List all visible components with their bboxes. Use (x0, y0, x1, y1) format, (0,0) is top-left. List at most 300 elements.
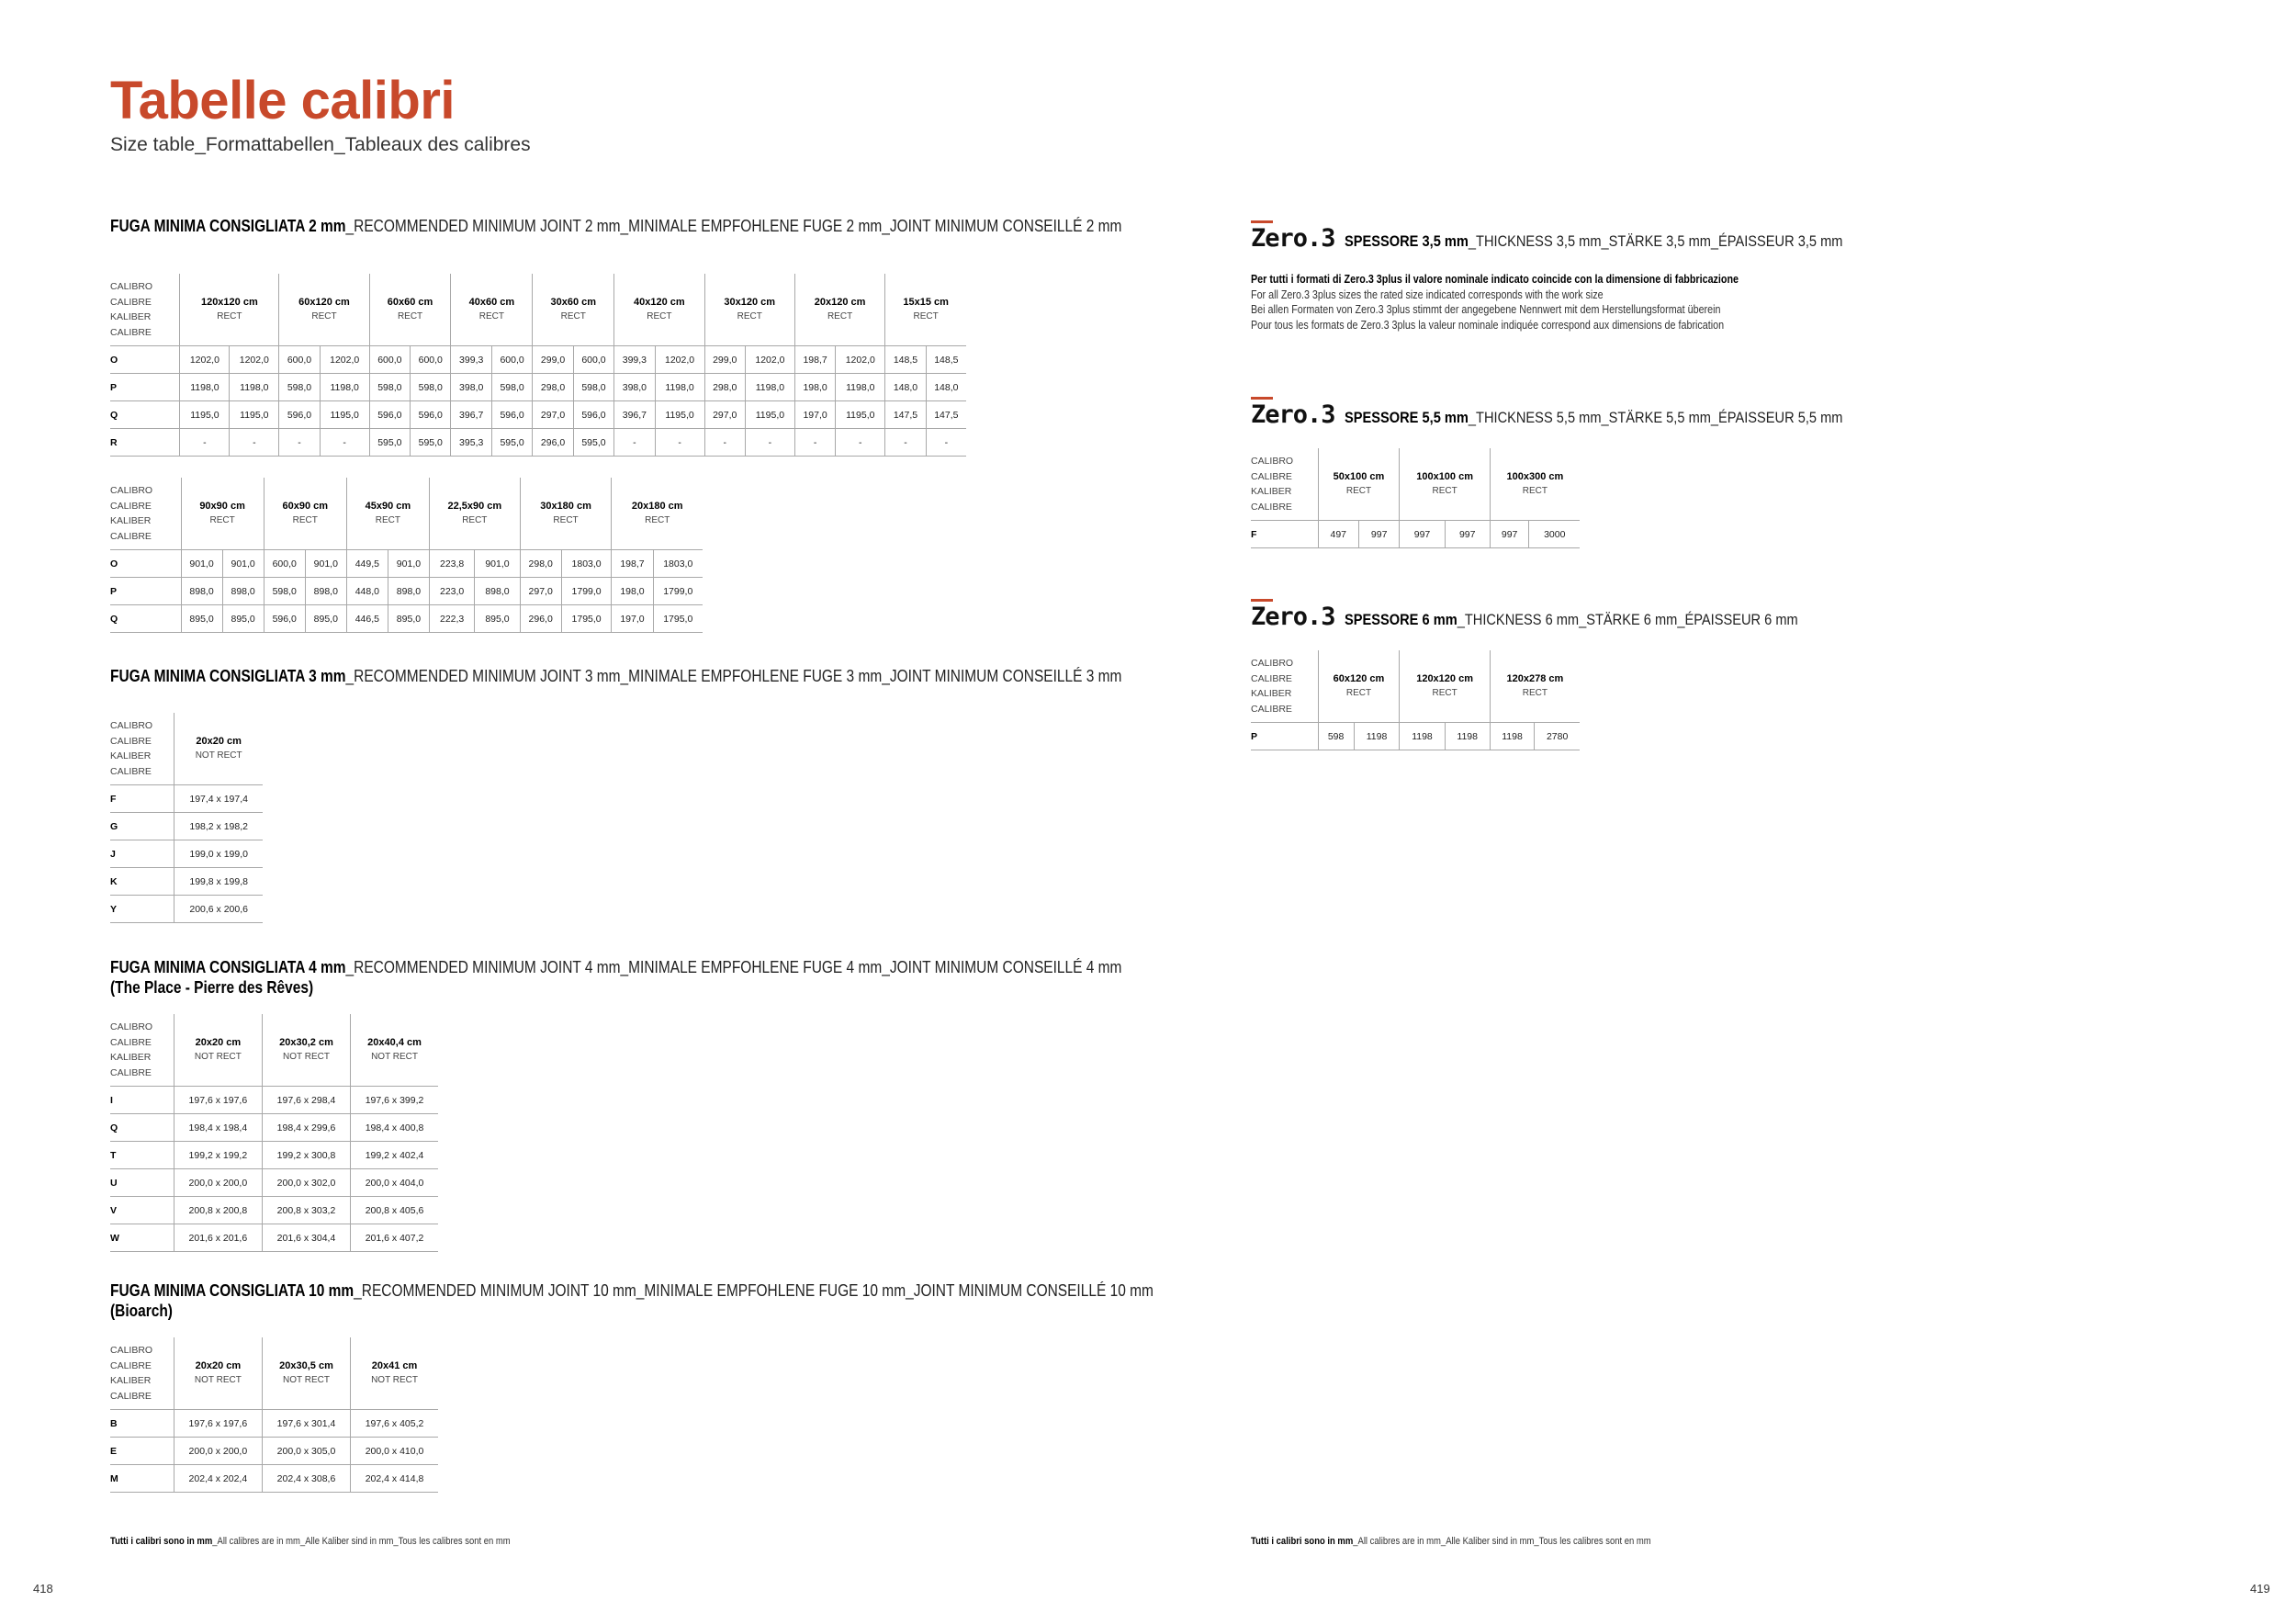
table-cell: 898,0 (305, 578, 346, 605)
table-cell: 200,8 x 200,8 (174, 1197, 262, 1224)
table-cell: 198,0 (612, 578, 653, 605)
table-row (110, 1114, 438, 1142)
table-cell: 223,8 (429, 550, 474, 578)
row-label: Q (110, 605, 181, 633)
table-cell: 1803,0 (561, 550, 612, 578)
table-cell: 596,0 (279, 401, 320, 429)
table-cell: 901,0 (388, 550, 429, 578)
table-cell: 598,0 (491, 374, 532, 401)
table-cell: 197,6 x 405,2 (351, 1410, 438, 1438)
calibre-heading-line: CALIBRE (110, 735, 152, 747)
table-cell: 596,0 (491, 401, 532, 429)
table-cell: 200,6 x 200,6 (174, 896, 263, 923)
table-cell: 223,0 (429, 578, 474, 605)
rect-label: RECT (397, 311, 423, 321)
size-header (533, 274, 614, 346)
table-cell: 199,8 x 199,8 (174, 868, 263, 896)
calibre-table-2mm-b (110, 478, 703, 633)
table-cell: 449,5 (346, 550, 388, 578)
table-cell: 595,0 (573, 429, 613, 457)
table-cell: 297,0 (533, 401, 573, 429)
table-header-row (110, 1337, 438, 1410)
table-cell: 898,0 (475, 578, 520, 605)
size-label: 20x20 cm (195, 1360, 242, 1371)
rect-label: NOT RECT (195, 750, 242, 761)
table-cell: 398,0 (451, 374, 491, 401)
table-cell: 895,0 (181, 605, 222, 633)
table-cell: - (745, 429, 794, 457)
size-label: 22,5x90 cm (447, 501, 502, 512)
size-label: 40x60 cm (468, 297, 515, 308)
table-cell: 1198,0 (180, 374, 230, 401)
table-cell: 595,0 (411, 429, 451, 457)
table-cell: 197,6 x 197,6 (174, 1410, 262, 1438)
row-label: W (110, 1224, 174, 1252)
size-header (346, 478, 429, 550)
table-cell: 197,6 x 197,6 (174, 1087, 262, 1114)
size-header (1318, 650, 1400, 723)
calibre-heading-line: CALIBRE (110, 1066, 152, 1078)
rect-label: NOT RECT (283, 1375, 330, 1385)
calibre-heading (110, 1337, 174, 1410)
table-cell: 1195,0 (745, 401, 794, 429)
calibre-heading-line: CALIBRE (110, 500, 152, 512)
table-cell: 598,0 (279, 374, 320, 401)
table-cell: 197,0 (794, 401, 835, 429)
table-cell: 598 (1318, 723, 1354, 750)
table-cell: 299,0 (533, 346, 573, 374)
table-cell: 1198 (1354, 723, 1400, 750)
table-cell: 598,0 (573, 374, 613, 401)
table-cell: 199,0 x 199,0 (174, 840, 263, 868)
table-cell: 147,5 (926, 401, 966, 429)
table-cell: 598,0 (411, 374, 451, 401)
rect-label: RECT (292, 515, 318, 525)
calibre-heading-line: KALIBER (110, 1052, 152, 1063)
table-row (110, 813, 263, 840)
calibre-table-2mm-a (110, 274, 966, 457)
table-cell: 1799,0 (653, 578, 703, 605)
size-label: 30x180 cm (540, 501, 591, 512)
table-header-row (110, 1014, 438, 1087)
table-cell: 598,0 (369, 374, 410, 401)
size-label: 60x90 cm (282, 501, 329, 512)
rect-label: RECT (737, 311, 762, 321)
table-cell: 197,6 x 298,4 (262, 1087, 350, 1114)
footer-note-right: Tutti i calibri sono in mm_All calibres are in mm_Alle Kaliber sind in mm_Tous les calibres sont en mm (1251, 1536, 1651, 1547)
table-row (110, 401, 966, 429)
table-row (110, 840, 263, 868)
table-cell: 201,6 x 407,2 (351, 1224, 438, 1252)
calibre-heading (1251, 448, 1318, 521)
size-header (451, 274, 533, 346)
table-cell: 1202,0 (745, 346, 794, 374)
table-cell: 895,0 (475, 605, 520, 633)
rect-label: RECT (647, 311, 672, 321)
table-cell: 198,0 (794, 374, 835, 401)
zero3-logo: Zero.3 (1251, 603, 1335, 631)
table-cell: 1202,0 (180, 346, 230, 374)
calibre-heading (110, 1014, 174, 1087)
calibre-heading-line: CALIBRO (110, 281, 153, 292)
table-cell: 197,4 x 197,4 (174, 785, 263, 813)
table-cell: 595,0 (491, 429, 532, 457)
table-cell: 298,0 (704, 374, 745, 401)
size-header (1318, 448, 1400, 521)
calibre-heading-line: CALIBRO (110, 1345, 153, 1356)
section-heading-10mm: FUGA MINIMA CONSIGLIATA 10 mm_RECOMMENDED MINIMUM JOINT 10 mm_MINIMALE EMPFOHLENE FUGE 10 mm_JOINT MINIMUM CONSEILLÉ 10 mm (Bioarch) (110, 1281, 1154, 1320)
size-label: 30x60 cm (550, 297, 597, 308)
table-cell: 200,8 x 303,2 (262, 1197, 350, 1224)
table-cell: 598,0 (264, 578, 305, 605)
row-label: P (110, 374, 180, 401)
size-label: 20x40,4 cm (367, 1037, 422, 1048)
rect-label: RECT (1432, 688, 1458, 698)
table-cell: 997 (1445, 521, 1490, 548)
rect-label: RECT (1432, 486, 1458, 496)
calibre-heading-line: CALIBRE (110, 765, 152, 777)
size-label: 15x15 cm (903, 297, 949, 308)
size-header (704, 274, 794, 346)
calibre-heading (110, 274, 180, 346)
table-cell: - (320, 429, 369, 457)
table-cell: 596,0 (264, 605, 305, 633)
table-cell: 198,7 (612, 550, 653, 578)
table-cell: 1198,0 (655, 374, 704, 401)
row-label: O (110, 550, 181, 578)
table-cell: 901,0 (222, 550, 264, 578)
row-label: B (110, 1410, 174, 1438)
table-cell: 1198,0 (836, 374, 885, 401)
size-header (262, 1337, 350, 1410)
calibre-heading-line: CALIBRE (1251, 703, 1292, 715)
calibre-heading-line: KALIBER (110, 515, 152, 526)
table-cell: - (926, 429, 966, 457)
table-cell: 297,0 (704, 401, 745, 429)
section-heading-3mm: FUGA MINIMA CONSIGLIATA 3 mm_RECOMMENDED MINIMUM JOINT 3 mm_MINIMALE EMPFOHLENE FUGE 3 mm_JOINT MINIMUM CONSEILLÉ 3 mm (110, 667, 1122, 685)
size-header (369, 274, 451, 346)
table-cell: 202,4 x 414,8 (351, 1465, 438, 1493)
row-label: M (110, 1465, 174, 1493)
row-label: Q (110, 401, 180, 429)
calibre-heading (1251, 650, 1318, 723)
size-label: 20x30,2 cm (279, 1037, 333, 1048)
calibre-heading-line: CALIBRE (1251, 672, 1292, 684)
table-cell: 200,0 x 200,0 (174, 1438, 262, 1465)
rect-label: RECT (1345, 688, 1372, 698)
size-label: 60x120 cm (298, 297, 350, 308)
table-row (110, 1465, 438, 1493)
calibre-table-zero3-5-5mm (1251, 448, 1580, 548)
table-cell: 1799,0 (561, 578, 612, 605)
rect-label: NOT RECT (371, 1375, 418, 1385)
table-cell: 1795,0 (653, 605, 703, 633)
size-header (262, 1014, 350, 1087)
table-cell: 296,0 (533, 429, 573, 457)
size-header (885, 274, 966, 346)
table-cell: 895,0 (222, 605, 264, 633)
size-header (351, 1337, 438, 1410)
table-row (110, 346, 966, 374)
calibre-heading-line: CALIBRO (110, 485, 153, 496)
table-cell: 396,7 (451, 401, 491, 429)
row-label: F (110, 785, 174, 813)
page-number-left: 418 (33, 1582, 53, 1596)
table-cell: - (180, 429, 230, 457)
calibre-heading-line: KALIBER (110, 750, 152, 761)
rect-label: RECT (1522, 486, 1548, 496)
rect-label: RECT (311, 311, 337, 321)
table-cell: 297,0 (520, 578, 561, 605)
table-cell: 298,0 (520, 550, 561, 578)
table-cell: - (614, 429, 655, 457)
table-cell: 198,7 (794, 346, 835, 374)
size-label: 50x100 cm (1333, 471, 1385, 482)
calibre-heading-line: CALIBRO (1251, 658, 1294, 669)
rect-label: NOT RECT (371, 1052, 418, 1062)
calibre-heading-line: CALIBRE (1251, 470, 1292, 482)
table-cell: 895,0 (305, 605, 346, 633)
table-row (1251, 723, 1580, 750)
table-cell: 197,0 (612, 605, 653, 633)
size-header (794, 274, 884, 346)
size-label: 20x180 cm (631, 501, 683, 512)
table-cell: 1198,0 (230, 374, 279, 401)
table-cell: 399,3 (614, 346, 655, 374)
table-cell: - (279, 429, 320, 457)
table-header-row (110, 478, 703, 550)
table-cell: 600,0 (573, 346, 613, 374)
calibre-heading-line: CALIBRO (110, 1021, 153, 1032)
page-subtitle: Size table_Formattabellen_Tableaux des calibres (110, 134, 531, 155)
table-cell: 395,3 (451, 429, 491, 457)
size-label: 45x90 cm (365, 501, 411, 512)
calibre-table-4mm (110, 1014, 438, 1252)
table-row (110, 429, 966, 457)
table-cell: 198,2 x 198,2 (174, 813, 263, 840)
table-cell: - (794, 429, 835, 457)
calibre-heading-line: CALIBRE (110, 296, 152, 308)
calibre-heading-line: CALIBRO (1251, 456, 1294, 467)
calibre-heading-line: KALIBER (1251, 688, 1292, 699)
row-label: Q (110, 1114, 174, 1142)
table-cell: 398,0 (614, 374, 655, 401)
table-cell: 1198,0 (320, 374, 369, 401)
footer-note-left: Tutti i calibri sono in mm_All calibres are in mm_Alle Kaliber sind in mm_Tous les calibres sont en mm (110, 1536, 511, 1547)
table-cell: 201,6 x 304,4 (262, 1224, 350, 1252)
table-cell: 1198 (1445, 723, 1490, 750)
table-row (110, 1224, 438, 1252)
size-label: 20x30,5 cm (279, 1360, 333, 1371)
table-cell: 202,4 x 202,4 (174, 1465, 262, 1493)
section-heading-4mm: FUGA MINIMA CONSIGLIATA 4 mm_RECOMMENDED MINIMUM JOINT 4 mm_MINIMALE EMPFOHLENE FUGE 4 mm_JOINT MINIMUM CONSEILLÉ 4 mm (The Place - Pierre des Rêves) (110, 958, 1122, 997)
table-cell: - (885, 429, 926, 457)
table-cell: 3000 (1529, 521, 1580, 548)
calibre-heading-line: CALIBRE (110, 1036, 152, 1048)
zero3-heading-5-5mm: Zero.3 SPESSORE 5,5 mm_THICKNESS 5,5 mm_STÄRKE 5,5 mm_ÉPAISSEUR 5,5 mm (1251, 400, 1923, 429)
table-cell: 898,0 (222, 578, 264, 605)
table-cell: 198,4 x 400,8 (351, 1114, 438, 1142)
table-row (110, 1438, 438, 1465)
table-cell: 901,0 (181, 550, 222, 578)
table-cell: 199,2 x 300,8 (262, 1142, 350, 1169)
table-cell: - (704, 429, 745, 457)
rect-label: RECT (913, 311, 939, 321)
size-label: 20x20 cm (196, 736, 242, 747)
size-header (429, 478, 520, 550)
table-cell: 148,5 (926, 346, 966, 374)
table-cell: 299,0 (704, 346, 745, 374)
rect-label: RECT (217, 311, 242, 321)
rect-label: RECT (560, 311, 586, 321)
table-cell: 600,0 (369, 346, 410, 374)
calibre-heading-line: KALIBER (110, 1375, 152, 1386)
table-cell: 895,0 (388, 605, 429, 633)
table-cell: 1202,0 (230, 346, 279, 374)
size-header (264, 478, 346, 550)
table-cell: 197,6 x 399,2 (351, 1087, 438, 1114)
size-label: 120x278 cm (1506, 673, 1564, 684)
table-cell: 200,0 x 305,0 (262, 1438, 350, 1465)
table-cell: 901,0 (475, 550, 520, 578)
row-label: I (110, 1087, 174, 1114)
table-row (110, 896, 263, 923)
table-row (110, 1410, 438, 1438)
size-header (1490, 650, 1580, 723)
zero3-heading-6mm: Zero.3 SPESSORE 6 mm_THICKNESS 6 mm_STÄRKE 6 mm_ÉPAISSEUR 6 mm (1251, 603, 1872, 631)
calibre-table-10mm (110, 1337, 438, 1493)
table-cell: 596,0 (369, 401, 410, 429)
table-row (1251, 521, 1580, 548)
section-heading-2mm: FUGA MINIMA CONSIGLIATA 2 mm_RECOMMENDED MINIMUM JOINT 2 mm_MINIMALE EMPFOHLENE FUGE 2 mm_JOINT MINIMUM CONSEILLÉ 2 mm (110, 217, 1122, 235)
size-header (1400, 448, 1490, 521)
table-cell: 202,4 x 308,6 (262, 1465, 350, 1493)
table-cell: 901,0 (305, 550, 346, 578)
calibre-heading-line: CALIBRE (110, 530, 152, 542)
table-cell: 1195,0 (655, 401, 704, 429)
size-header (614, 274, 704, 346)
table-cell: 200,0 x 404,0 (351, 1169, 438, 1197)
table-cell: 298,0 (533, 374, 573, 401)
table-cell: 1198 (1490, 723, 1535, 750)
table-cell: 448,0 (346, 578, 388, 605)
table-cell: 197,6 x 301,4 (262, 1410, 350, 1438)
calibre-table-3mm (110, 713, 263, 923)
row-label: V (110, 1197, 174, 1224)
rect-label: RECT (1345, 486, 1372, 496)
table-cell: 595,0 (369, 429, 410, 457)
row-label: U (110, 1169, 174, 1197)
row-label: G (110, 813, 174, 840)
calibre-heading-line: CALIBRE (110, 1390, 152, 1402)
zero3-logo: Zero.3 (1251, 400, 1335, 429)
size-label: 90x90 cm (199, 501, 245, 512)
size-label: 60x120 cm (1333, 673, 1385, 684)
table-cell: 399,3 (451, 346, 491, 374)
row-label: P (110, 578, 181, 605)
table-cell: - (836, 429, 885, 457)
table-cell: 1198 (1400, 723, 1445, 750)
table-cell: 147,5 (885, 401, 926, 429)
calibre-heading (110, 478, 181, 550)
page-title: Tabelle calibri (110, 71, 456, 130)
calibre-heading-line: CALIBRO (110, 720, 153, 731)
size-header (174, 1337, 262, 1410)
size-header (612, 478, 703, 550)
calibre-table-zero3-6mm (1251, 650, 1580, 750)
table-cell: 200,0 x 302,0 (262, 1169, 350, 1197)
table-row (110, 374, 966, 401)
table-cell: 1195,0 (836, 401, 885, 429)
table-cell: 1202,0 (655, 346, 704, 374)
table-cell: 199,2 x 402,4 (351, 1142, 438, 1169)
size-label: 20x20 cm (195, 1037, 242, 1048)
rect-label: RECT (462, 515, 488, 525)
rect-label: RECT (478, 311, 505, 321)
rect-label: RECT (1522, 688, 1548, 698)
calibre-heading-line: KALIBER (1251, 486, 1292, 497)
table-cell: - (230, 429, 279, 457)
calibre-heading (110, 713, 174, 785)
row-label: J (110, 840, 174, 868)
row-label: Y (110, 896, 174, 923)
table-cell: 1803,0 (653, 550, 703, 578)
size-label: 40x120 cm (634, 297, 685, 308)
table-row (110, 785, 263, 813)
table-cell: 1195,0 (180, 401, 230, 429)
table-cell: 497 (1318, 521, 1358, 548)
row-label: E (110, 1438, 174, 1465)
rect-label: RECT (375, 515, 401, 525)
table-cell: 997 (1400, 521, 1445, 548)
size-header (279, 274, 369, 346)
table-cell: 600,0 (411, 346, 451, 374)
table-cell: 1202,0 (836, 346, 885, 374)
row-label: F (1251, 521, 1318, 548)
calibre-heading-line: CALIBRE (110, 326, 152, 338)
calibre-heading-line: CALIBRE (110, 1359, 152, 1371)
table-cell: - (655, 429, 704, 457)
row-label: K (110, 868, 174, 896)
rect-label: NOT RECT (194, 1052, 242, 1062)
size-header (181, 478, 264, 550)
size-header (180, 274, 279, 346)
calibre-heading-line: KALIBER (110, 311, 152, 322)
table-cell: 222,3 (429, 605, 474, 633)
table-cell: 600,0 (279, 346, 320, 374)
table-row (110, 868, 263, 896)
table-cell: 199,2 x 199,2 (174, 1142, 262, 1169)
table-cell: 2780 (1535, 723, 1580, 750)
table-cell: 600,0 (491, 346, 532, 374)
size-label: 20x41 cm (371, 1360, 418, 1371)
table-row (110, 1169, 438, 1197)
table-cell: 396,7 (614, 401, 655, 429)
row-label: R (110, 429, 180, 457)
table-row (110, 550, 703, 578)
calibre-heading-line: CALIBRE (1251, 501, 1292, 513)
table-cell: 898,0 (388, 578, 429, 605)
size-label: 100x100 cm (1416, 471, 1473, 482)
size-label: 100x300 cm (1506, 471, 1564, 482)
table-cell: 1198,0 (745, 374, 794, 401)
table-cell: 997 (1490, 521, 1529, 548)
table-header-row (1251, 448, 1580, 521)
rect-label: RECT (553, 515, 579, 525)
page-number-right: 419 (2250, 1582, 2270, 1596)
table-header-row (1251, 650, 1580, 723)
table-cell: 1795,0 (561, 605, 612, 633)
